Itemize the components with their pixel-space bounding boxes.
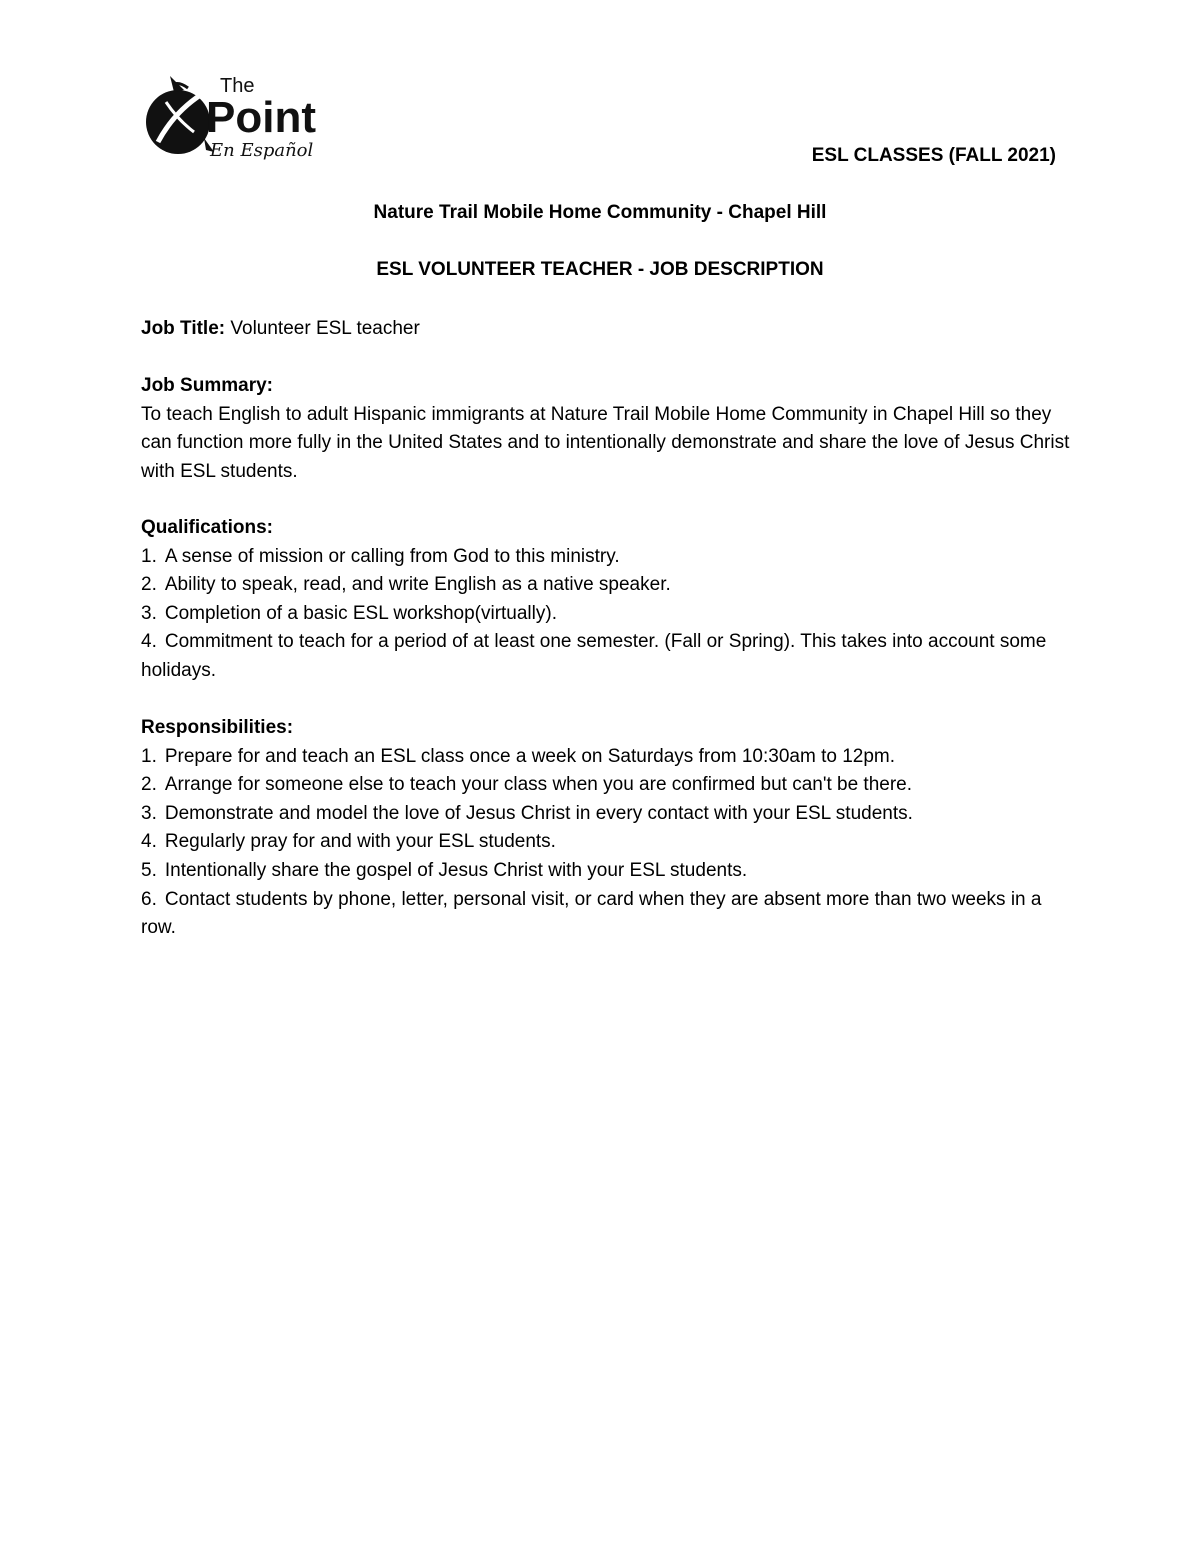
list-item: 2. Ability to speak, read, and write English as a native speaker.	[141, 574, 671, 596]
list-item: 4. Regularly pray for and with your ESL students.	[141, 831, 556, 853]
list-item: 5. Intentionally share the gospel of Jesus Christ with your ESL students.	[141, 859, 748, 881]
document-label: ESL CLASSES (FALL 2021)	[811, 145, 1056, 166]
logo-word-the: The	[220, 75, 255, 97]
list-item: 3. Demonstrate and model the love of Jesus Christ in every contact with your ESL students.	[141, 802, 913, 824]
job-title-value: Volunteer ESL teacher	[230, 318, 420, 339]
logo-word-point: Point	[206, 93, 316, 142]
list-item: 1. Prepare for and teach an ESL class once a week on Saturdays from 10:30am to 12pm.	[141, 745, 896, 767]
qualifications-list	[141, 543, 1071, 686]
the-point-en-espanol-logo	[144, 72, 344, 164]
job-title-line	[141, 315, 1071, 344]
list-item: 1. A sense of mission or calling from God to this ministry.	[141, 545, 620, 567]
globe-icon	[146, 90, 210, 154]
responsibilities-label: Responsibilities:	[141, 717, 294, 738]
list-item: 6. Contact students by phone, letter, personal visit, or card when they are absent more than two weeks in a row.	[141, 888, 1042, 939]
list-item: 2. Arrange for someone else to teach your class when you are confirmed but can't be there.	[141, 774, 913, 796]
job-summary-text: To teach English to adult Hispanic immigrants at Nature Trail Mobile Home Community in Chapel Hill so they can function more fully in the United States and to intentionally demonstrate and share the love of Jesus Christ with ESL students.	[141, 403, 1070, 482]
responsibilities-section	[141, 714, 1071, 943]
job-summary-section	[141, 372, 1071, 486]
qualifications-label: Qualifications:	[141, 517, 273, 538]
document-title: ESL VOLUNTEER TEACHER - JOB DESCRIPTION	[376, 259, 824, 280]
logo-word-espanol: En Español	[210, 140, 314, 161]
job-title-label: Job Title:	[141, 318, 226, 339]
responsibilities-list	[141, 743, 1071, 943]
list-item: 4. Commitment to teach for a period of at least one semester. (Fall or Spring). This takes into account some holidays.	[141, 631, 1047, 681]
community-heading: Nature Trail Mobile Home Community - Chapel Hill	[373, 202, 827, 223]
qualifications-section	[141, 514, 1071, 686]
list-item: 3. Completion of a basic ESL workshop(virtually).	[141, 602, 557, 624]
job-summary-label: Job Summary:	[141, 375, 273, 396]
